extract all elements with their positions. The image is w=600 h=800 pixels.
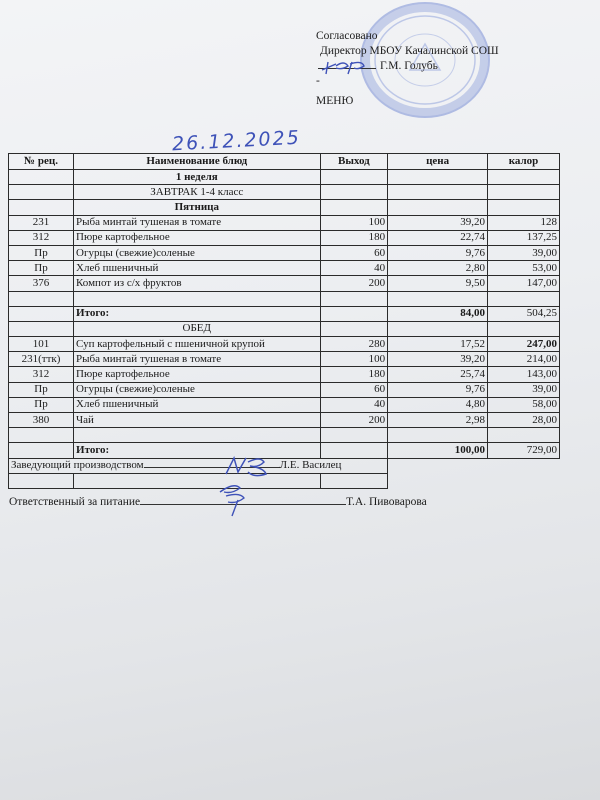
dish-name: Хлеб пшеничный [74,397,321,412]
price: 39,20 [388,352,488,367]
manager-name: Л.Е. Василец [279,459,342,472]
portion: 100 [320,215,388,230]
table-row [9,367,560,382]
empty-row [9,473,560,488]
dish-name: Суп картофельный с пшеничной крупой [74,337,321,352]
director-name: Г.М. Голубь [380,60,438,72]
recipe-number: 312 [9,230,74,245]
dish-name: Компот из с/х фруктов [74,276,321,291]
total-calories: 504,25 [488,306,560,321]
portion: 40 [320,397,388,412]
price: 4,80 [388,397,488,412]
breakfast-total-row [9,306,560,321]
calories: 247,00 [488,337,560,352]
total-price: 100,00 [388,443,488,458]
lunch-title: ОБЕД [74,321,321,336]
lunch-title-row [9,321,560,336]
calories: 53,00 [488,261,560,276]
director-line: Директор МБОУ Качалинской СОШ [320,45,499,57]
price: 2,80 [388,261,488,276]
dish-name: Пюре картофельное [74,230,321,245]
price: 9,50 [388,276,488,291]
portion: 180 [320,367,388,382]
menu-title: МЕНЮ [316,95,354,107]
total-calories: 729,00 [488,443,560,458]
price: 39,20 [388,215,488,230]
week-label: 1 неделя [74,170,321,185]
table-header-row [9,154,560,170]
dish-name: Чай [74,413,321,428]
week-row [9,170,560,185]
table-row [9,215,560,230]
manager-row [9,458,560,473]
recipe-number: 231 [9,215,74,230]
dish-name: Огурцы (свежие)соленые [74,245,321,260]
header-portion: Выход [320,154,388,170]
header-dish-name: Наименование блюд [74,154,321,170]
calories: 58,00 [488,397,560,412]
portion: 280 [320,337,388,352]
total-label: Итого: [74,443,321,458]
responsible-name: Т.А. Пивоварова [346,496,427,508]
header-calories: калор [488,154,560,170]
day-label: Пятница [74,200,321,215]
calories: 28,00 [488,413,560,428]
portion: 100 [320,352,388,367]
table-row [9,230,560,245]
recipe-number: 312 [9,367,74,382]
manager-label: Заведующий производством [11,459,144,472]
portion: 200 [320,413,388,428]
director-signature [318,56,376,78]
dish-name: Рыба минтай тушеная в томате [74,215,321,230]
calories: 39,00 [488,245,560,260]
lunch-total-row [9,443,560,458]
total-price: 84,00 [388,306,488,321]
recipe-number: 101 [9,337,74,352]
portion: 180 [320,230,388,245]
recipe-number: Пр [9,261,74,276]
recipe-number: 376 [9,276,74,291]
header-price: цена [388,154,488,170]
calories: 137,25 [488,230,560,245]
table-row [9,261,560,276]
price: 9,76 [388,382,488,397]
portion: 200 [320,276,388,291]
portion: 40 [320,261,388,276]
table-row [9,245,560,260]
table-row [9,382,560,397]
day-row [9,200,560,215]
empty-row [9,428,560,443]
dash-mark: - [316,75,320,87]
calories: 147,00 [488,276,560,291]
breakfast-title: ЗАВТРАК 1-4 класс [74,185,321,200]
recipe-number: Пр [9,397,74,412]
price: 2,98 [388,413,488,428]
agreed-label: Согласовано [316,30,378,42]
price: 25,74 [388,367,488,382]
handwritten-date: 26.12.2025 [171,126,302,156]
calories: 39,00 [488,382,560,397]
price: 9,76 [388,245,488,260]
price: 22,74 [388,230,488,245]
manager-cell [9,458,388,473]
empty-row [9,291,560,306]
recipe-number: 231(ттк) [9,352,74,367]
table-row [9,337,560,352]
dish-name: Рыба минтай тушеная в томате [74,352,321,367]
portion: 60 [320,382,388,397]
recipe-number: Пр [9,382,74,397]
recipe-number: Пр [9,245,74,260]
recipe-number: 380 [9,413,74,428]
table-row [9,352,560,367]
responsible-label: Ответственный за питание [9,496,141,508]
header-recipe-number: № рец. [9,154,74,170]
table-row [9,276,560,291]
dish-name: Огурцы (свежие)соленые [74,382,321,397]
dish-name: Хлеб пшеничный [74,261,321,276]
calories: 214,00 [488,352,560,367]
portion: 60 [320,245,388,260]
dish-name: Пюре картофельное [74,367,321,382]
table-row [9,397,560,412]
breakfast-title-row [9,185,560,200]
responsible-signature [210,478,266,518]
total-label: Итого: [74,306,321,321]
calories: 143,00 [488,367,560,382]
table-row [9,413,560,428]
calories: 128 [488,215,560,230]
price: 17,52 [388,337,488,352]
menu-table [8,153,560,489]
